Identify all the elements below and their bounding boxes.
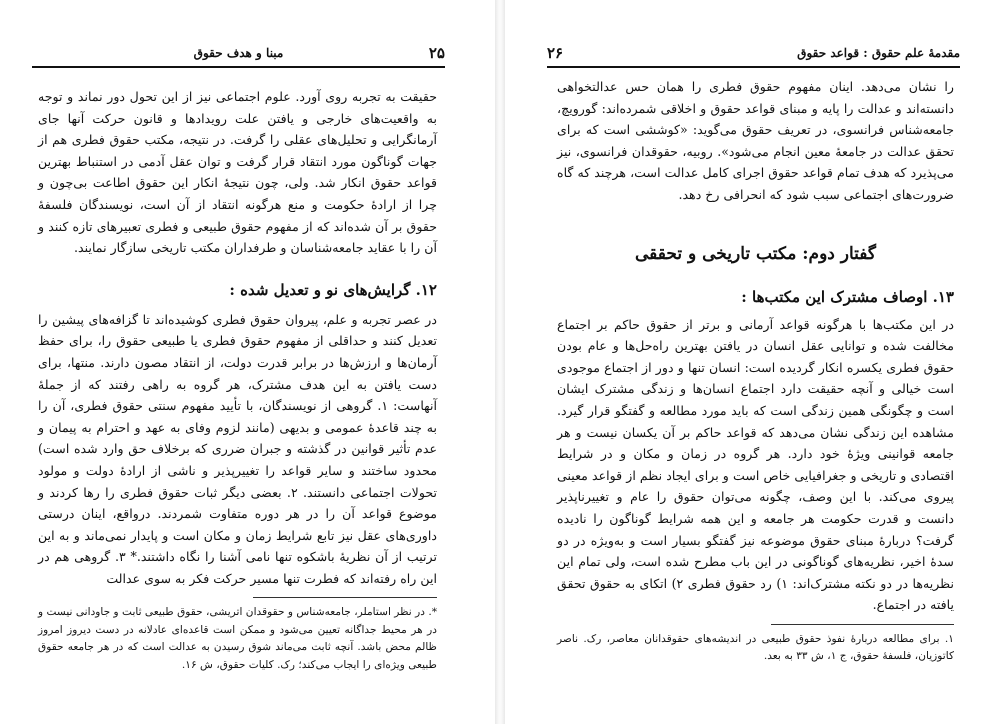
paragraph <box>38 86 437 259</box>
text-line: در عصر تجربه و علم، پیروان حقوق فطری کوشیده‌اند تا گزافه‌های پیشین را <box>38 311 437 327</box>
paragraph <box>557 76 954 206</box>
text-line: گورویچ، جامعه‌شناس فرانسوی، در تعریف حقوق می‌گوید: «کوششی است که <box>557 100 954 138</box>
text-line: ۲. بعضی دیگر ثبات حقوق فطری را رها کردند و موضوع قواعد آن را در هر دوره <box>38 484 437 522</box>
text-line: اقتصادی و تاریخی و جغرافیایی خاص است و برای ایجاد نظم از قواعد معینی پیروی <box>557 467 954 505</box>
text-line: تاریخی سازگار نمایند. <box>74 240 187 256</box>
text-line: متفاوت شمردند. درواقع، اینان درستی داوری‌های عقل نیز تابع شرایط زمان و <box>38 506 437 543</box>
text-line: هدف مشترک، هر گروه به راهی رفتند که از جملهٔ آنهاست: <box>38 376 437 414</box>
footnote-line: حقوق، ج ۱، ش ۳۳ به بعد. <box>763 650 879 663</box>
text-line: مشترک‌اند: ۱) رد حقوق فطری ۲) اتکای به حقوق تحقق یافته در اجتماع. <box>557 575 954 613</box>
paragraph <box>557 314 954 616</box>
text-line: واقعیت‌های خارجی و یافتن علت رویدادها و قانون حرکت آنها جای آرمانگرایی و <box>38 110 437 148</box>
text-line: تغییرپذیر و ناشی از ارادهٔ دولت و مولود تحولات اجتماعی دانستند. <box>38 462 437 500</box>
text-line: مطالعه و گفتگو قرار گیرد. مشاهده این زندگی نشان می‌دهد که قواعد حاکم بر آن <box>557 402 954 440</box>
footnote-line: ۱. برای مطالعه دربارهٔ نفوذ حقوق طبیعی در اندیشه‌های حقوقدانان معاصر، رک. ناصر کاتوزیان، فلسفهٔ <box>557 632 954 663</box>
footnote <box>38 604 437 674</box>
text-line: تعدیل کنند و حداقلی از مفهوم حقوق فطری یا طبیعی حقوق را، برای حفظ آرمان‌ها و <box>38 333 437 370</box>
page-number: ۲۶ <box>547 44 564 62</box>
text-line: می‌کند. با این وصف، چگونه می‌توان حقوق را عام و تغییرناپذیر دانست و قدرت <box>557 489 954 526</box>
running-head: مبنا و هدف حقوق <box>193 46 284 60</box>
section-heading: ۱۳. اوصاف مشترک این مکتب‌ها : <box>741 287 954 306</box>
footnote-line: حقوق، ش ۱۶. <box>181 658 246 671</box>
text-line: را نشان می‌دهد. اینان مفهوم حقوق فطری را همان حس عدالتخواهی دانسته‌اند و <box>557 79 954 116</box>
text-line: ارزش‌ها در برابر قدرت دولت، از انتقاد مصون دارند. منتها، برای دست یافتن به این <box>38 354 437 392</box>
right-page <box>505 0 1000 724</box>
text-line: شده و توانایی عقل انسان در یافتن بهترین راه‌حل‌ها و عام بودن حقوق فطری یکسره <box>557 338 955 375</box>
text-line: انتقاد قرار گرفت و توان عقل آدمی در استنباط بهترین قواعد حقوق انکار شد. <box>38 153 437 191</box>
text-line: برای تحقق عدالت در جامعهٔ معین انجام می‌شود». روبیه، حقوقدان فرانسوی، نیز می‌پذیرد <box>557 122 954 181</box>
text-line: حقیقت به تجربه روی آورد. علوم اجتماعی نیز از این تحول دور نماند و توجه به <box>38 89 437 126</box>
footnote <box>557 631 954 666</box>
text-line: ۳. گروهی هم در این راه رفته‌اند که فطرت تنها مسیر حرکت فکر به سوی عدالت <box>38 549 437 586</box>
paragraph <box>38 309 437 590</box>
chapter-heading: گفتار دوم: مکتب تاریخی و تحققی <box>635 243 876 264</box>
text-line: مکان است و پایدار نمی‌ماند و به این ترتیب از آن نظریهٔ باشکوه تنها نامی آشنا را نگاه <box>38 527 437 565</box>
text-line: یکسان نیست و هر جامعه قوانینی ویژهٔ خود دارد. هر گروه در زمان و مکان و در شرایط <box>557 424 954 462</box>
book-gutter <box>495 0 505 724</box>
text-line: عدالت را پایه و مبنای قواعد حقوق و اخلاقی شمرده‌اند: <box>601 100 892 116</box>
left-page-body <box>38 86 437 674</box>
text-line: در این مکتب‌ها با هرگونه قواعد آرمانی و برتر از حقوق حاکم بر اجتماع مخالفت <box>557 316 954 354</box>
text-line: و جبران ضرری که برخلاف حق وارد شده است) محدود ساختند و سایر قواعد را <box>38 441 437 478</box>
text-line: نظریه‌های گوناگونی در این باب مطرح شده است، ولی تمام این نظریه‌ها در دو نکته <box>557 554 955 591</box>
text-line: دربارهٔ مبنای حقوق موضوعه نیز گفتگو بسیار است و به‌ویژه در دو سدهٔ اخیر، <box>557 532 954 570</box>
text-line: ولی، چون نتیجهٔ انکار این حقوق اطاعت بی‌چون و چرا از ارادهٔ حکومت و منع <box>38 175 437 212</box>
text-line: طبیعی و فطری تعبیرهای تازه کنند و آن را با عقاید جامعه‌شناسان و طرفداران مکتب <box>38 218 437 256</box>
footnote-line: می‌ماند شوق رسیدن به عدالت است که در هر جامعه حقوق طبیعی ویژه‌ای را ایجاب می‌کند؛ رک. کلیات <box>38 641 437 671</box>
text-line: حکومت هر جامعه و این همه شرایط گوناگون را نادیده گرفت؟ <box>557 510 954 548</box>
left-page <box>0 0 495 724</box>
text-line: که هدف تمام قواعد حقوق اجرای کامل عدالت است، هرچند که گاه ضرورت‌های <box>557 165 954 202</box>
footnote-line: *. در نظر استاملر، جامعه‌شناس و حقوقدان اتریشی، حقوق طبیعی ثابت و جاودانی نیست و در هر <box>38 606 437 636</box>
left-page-header <box>32 44 445 68</box>
page-number: ۲۵ <box>428 44 445 62</box>
text-line: ۱. گروهی از نویسندگان، با تأیید مفهوم سنتی حقوق فطری، آن را به چند قاعدهٔ <box>38 398 437 435</box>
text-line: داشتند.* <box>130 549 175 565</box>
section-heading: ۱۲. گرایش‌های نو و تعدیل شده : <box>229 280 437 299</box>
text-line: تحلیل‌های عقلی را گرفت. در نتیجه، مکتب حقوق فطری هم از جهات گوناگون مورد <box>38 132 437 169</box>
running-head: مقدمهٔ علم حقوق : قواعد حقوق <box>797 46 960 60</box>
text-line: انکار گردیده است: <box>744 359 843 375</box>
text-line: هرگونه انتقاد از آن است، نویسندگان فلسفهٔ حقوق بر آن شده‌اند که از مفهوم حقوق <box>38 196 437 234</box>
right-page-body <box>557 76 954 666</box>
right-page-header <box>547 44 960 68</box>
footnote-rule <box>253 597 437 598</box>
text-line: انسان تنها و دور از اجتماع موجودی است خیالی و آنچه حقیقت دارد اجتماع <box>557 359 954 397</box>
footnote-rule <box>771 624 954 625</box>
text-line: اجتماعی سبب شود که انحرافی رخ دهد. <box>678 186 888 202</box>
footnote-line: محیط جداگانه تعیین می‌شود و ممکن است قاعده‌ای عادلانه در دست دیروز امروز ظالم محض باشد. آنچه ثابت <box>38 623 437 654</box>
text-line: انسان‌ها و زندگی مشترک ایشان است و چگونگی همین زندگی است که باید مورد <box>557 381 954 418</box>
text-line: عمومی و بدیهی (مانند لزوم وفای به عهد و احترام به پیمان و عدم تأثیر قوانین در گذشته <box>38 419 437 457</box>
